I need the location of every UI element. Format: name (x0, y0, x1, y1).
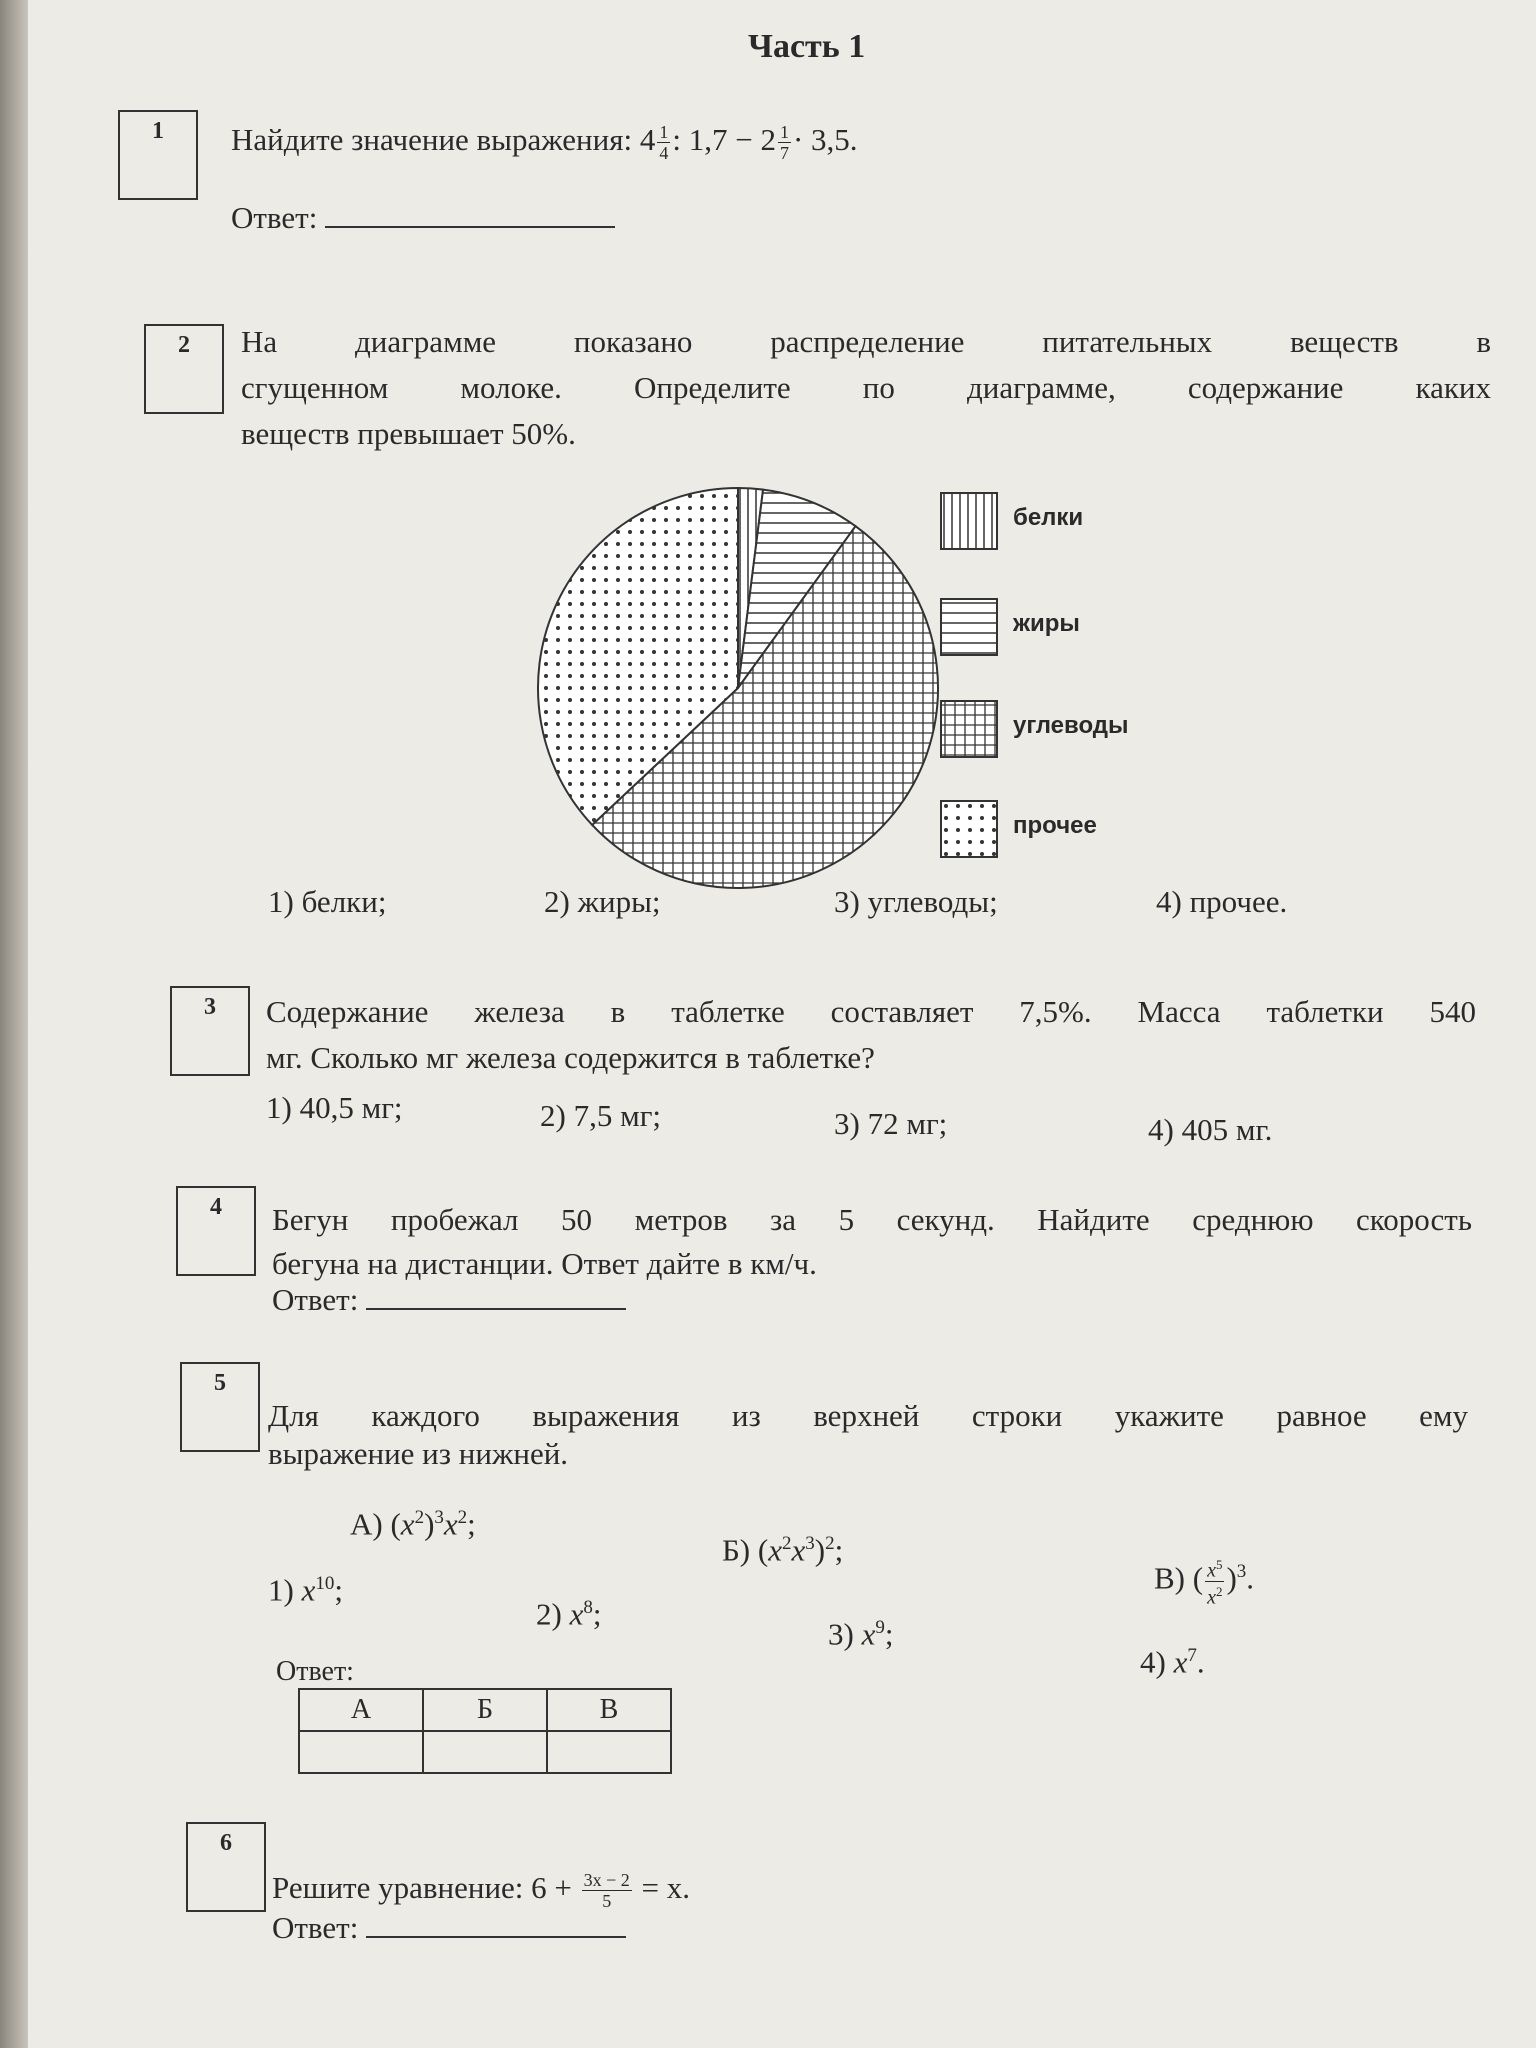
question-3-line-1: Содержание железа в таблетке составляет 7,5%. Масса таблетки 540 (266, 994, 1476, 1029)
q1-prefix: Найдите значение выражения: 4 (231, 122, 656, 157)
legend-swatch-other (940, 800, 1000, 860)
question-number-box: 3 (170, 986, 250, 1076)
answer-cell[interactable] (423, 1731, 547, 1773)
question-4-line-1: Бегун пробежал 50 метров за 5 секунд. Найдите среднюю скорость (272, 1202, 1472, 1237)
answer-field[interactable] (366, 1908, 626, 1938)
answer-label: Ответ: (272, 1282, 359, 1317)
answer-label: Ответ: (272, 1910, 359, 1945)
answer-field[interactable] (366, 1280, 626, 1310)
expression-v: В) ( $\frac{x^5}{x^2}$ )$^3$. (1154, 1557, 1255, 1609)
legend-label: углеводы (1013, 712, 1129, 739)
answer-row (272, 1906, 626, 1950)
answer-label: Ответ: (276, 1656, 354, 1687)
option[interactable]: 4) 405 мг. (1148, 1112, 1273, 1147)
table-header: В (547, 1689, 671, 1731)
fraction-numerator: 3x − 2 (583, 1870, 630, 1891)
table-header: А (299, 1689, 423, 1731)
question-number-box: 6 (186, 1822, 266, 1912)
fraction (778, 122, 791, 163)
fraction-denominator: 4 (659, 143, 669, 164)
q1-suffix: · 3,5. (792, 122, 858, 157)
answer-row (231, 196, 615, 240)
answer-cell[interactable] (547, 1731, 671, 1773)
option[interactable]: 4) прочее. (1156, 884, 1288, 919)
option[interactable]: 3) углеводы; (834, 884, 998, 919)
legend-swatch-fats (940, 598, 1000, 658)
expression-a: А) $(x^2)^3x^2$; (350, 1506, 476, 1542)
question-number-box: 5 (180, 1362, 260, 1452)
question-3-line-2: мг. Сколько мг железа содержится в таблетке? (266, 1040, 875, 1075)
answer-field[interactable] (325, 198, 615, 228)
answer-table (298, 1688, 672, 1774)
fraction-numerator: 1 (659, 122, 669, 143)
page-title: Часть 1 (748, 28, 866, 65)
question-1-text (231, 118, 858, 163)
page-edge (0, 0, 28, 2048)
fraction: $\frac{x^5}{x^2}$ (1207, 1557, 1223, 1609)
choice-1: 1) $x^{10}$; (268, 1572, 343, 1608)
fraction-denominator: 5 (602, 1891, 612, 1912)
worksheet (28, 0, 1536, 2048)
option[interactable]: 1) белки; (268, 884, 387, 919)
question-6-text (272, 1866, 690, 1911)
pie-chart (528, 478, 948, 898)
choice-2: 2) $x^8$; (536, 1596, 602, 1632)
answer-cell[interactable] (299, 1731, 423, 1773)
legend-label: прочее (1013, 812, 1097, 839)
question-2-line-2: сгущенном молоке. Определите по диаграмме, содержание каких (241, 370, 1491, 405)
q1-mid: : 1,7 − 2 (672, 122, 776, 157)
choice-3: 3) $x^9$; (828, 1616, 894, 1652)
fraction-numerator: 1 (779, 122, 789, 143)
question-2-line-1: На диаграмме показано распределение питательных веществ в (241, 324, 1491, 359)
legend-label: жиры (1013, 610, 1080, 637)
legend-swatch-carbs (940, 700, 1000, 760)
table-header: Б (423, 1689, 547, 1731)
answer-row (272, 1278, 626, 1322)
question-number-box: 2 (144, 324, 224, 414)
legend-label: белки (1013, 504, 1084, 531)
option[interactable]: 3) 72 мг; (834, 1106, 948, 1141)
question-5-line-2: выражение из нижней. (268, 1436, 569, 1471)
question-2-line-3: веществ превышает 50%. (241, 416, 576, 451)
option[interactable]: 1) 40,5 мг; (266, 1090, 403, 1125)
option[interactable]: 2) 7,5 мг; (540, 1098, 662, 1133)
question-5-line-1: Для каждого выражения из верхней строки укажите равное ему (268, 1398, 1468, 1433)
legend-swatch-proteins (940, 492, 1000, 552)
expression-b: Б) $(x^2x^3)^2$; (722, 1532, 844, 1568)
answer-label: Ответ: (231, 200, 318, 235)
question-number-box: 4 (176, 1186, 256, 1276)
option[interactable]: 2) жиры; (544, 884, 661, 919)
fraction (657, 122, 670, 163)
question-number-box: 1 (118, 110, 198, 200)
choice-4: 4) $x^7$. (1140, 1644, 1205, 1680)
question-4-line-2: бегуна на дистанции. Ответ дайте в км/ч. (272, 1246, 817, 1281)
fraction-denominator: 7 (779, 143, 789, 164)
q6-suffix: = x. (641, 1870, 691, 1905)
q6-prefix: Решите уравнение: 6 + (272, 1870, 572, 1905)
